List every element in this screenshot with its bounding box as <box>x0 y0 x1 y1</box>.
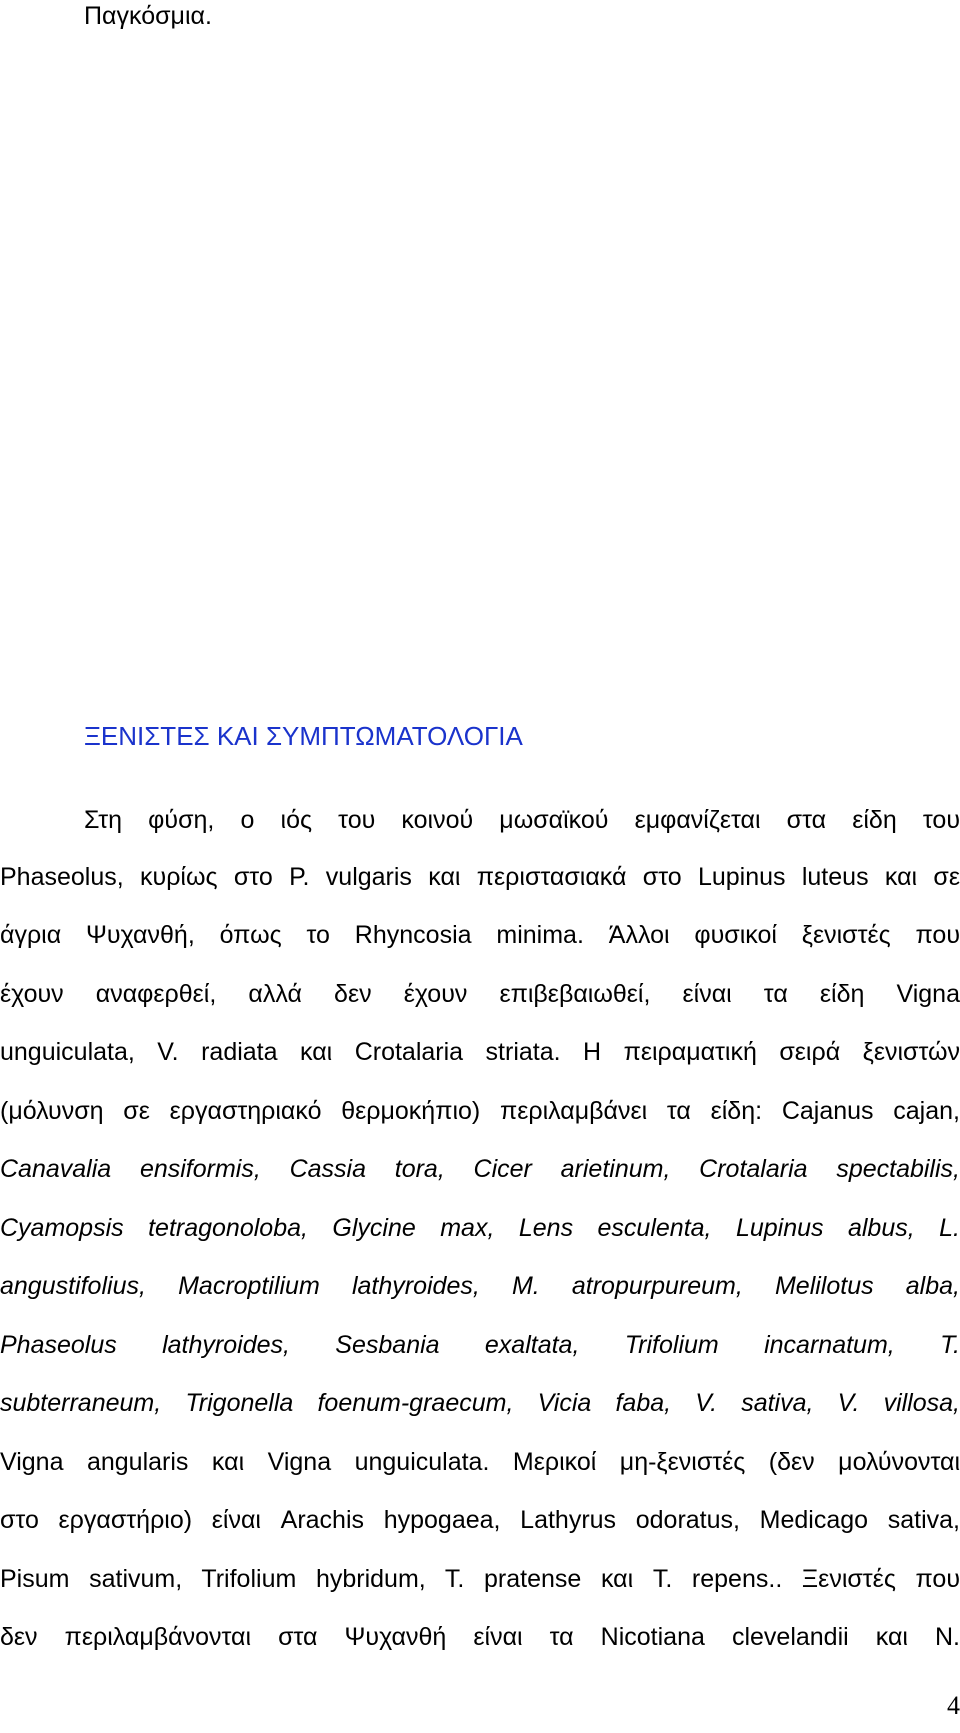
text-line: άγρια Ψυχανθή, όπως το Rhyncosia minima. Άλλοι φυσικοί ξενιστές που <box>0 921 960 949</box>
text-line: Στη φύση, ο ιός του κοινού μωσαϊκού εμφανίζεται στα είδη του <box>84 806 960 834</box>
text-line: Phaseolus lathyroides, Sesbania exaltata, Trifolium incarnatum, T. <box>0 1331 960 1359</box>
text-line: (μόλυνση σε εργαστηριακό θερμοκήπιο) περιλαμβάνει τα είδη: Cajanus cajan, <box>0 1097 960 1125</box>
section-heading: ΞΕΝΙΣΤΕΣ ΚΑΙ ΣΥΜΠΤΩΜΑΤΟΛΟΓΙΑ <box>84 721 523 751</box>
text-line: angustifolius, Macroptilium lathyroides, M. atropurpureum, Melilotus alba, <box>0 1272 960 1300</box>
text-line: subterraneum, Trigonella foenum-graecum, Vicia faba, V. sativa, V. villosa, <box>0 1389 960 1417</box>
text-line: Cyamopsis tetragonoloba, Glycine max, Lens esculenta, Lupinus albus, L. <box>0 1214 960 1242</box>
text-line: έχουν αναφερθεί, αλλά δεν έχουν επιβεβαιωθεί, είναι τα είδη Vigna <box>0 980 960 1008</box>
text-line: unguiculata, V. radiata και Crotalaria striata. Η πειραματική σειρά ξενιστών <box>0 1038 960 1066</box>
text-line: Canavalia ensiformis, Cassia tora, Cicer arietinum, Crotalaria spectabilis, <box>0 1155 960 1183</box>
text-line: δεν περιλαμβάνονται στα Ψυχανθή είναι τα Nicotiana clevelandii και N. <box>0 1623 960 1651</box>
page-number: 4 <box>947 1691 960 1720</box>
text-line: Pisum sativum, Trifolium hybridum, T. pratense και T. repens.. Ξενιστές που <box>0 1565 960 1593</box>
top-fragment: Παγκόσμια. <box>84 2 212 30</box>
text-line: Phaseolus, κυρίως στο P. vulgaris και περιστασιακά στο Lupinus luteus και σε <box>0 863 960 891</box>
text-line: Vigna angularis και Vigna unguiculata. Μερικοί μη-ξενιστές (δεν μολύνονται <box>0 1448 960 1476</box>
text-line: στο εργαστήριο) είναι Arachis hypogaea, Lathyrus odoratus, Medicago sativa, <box>0 1506 960 1534</box>
